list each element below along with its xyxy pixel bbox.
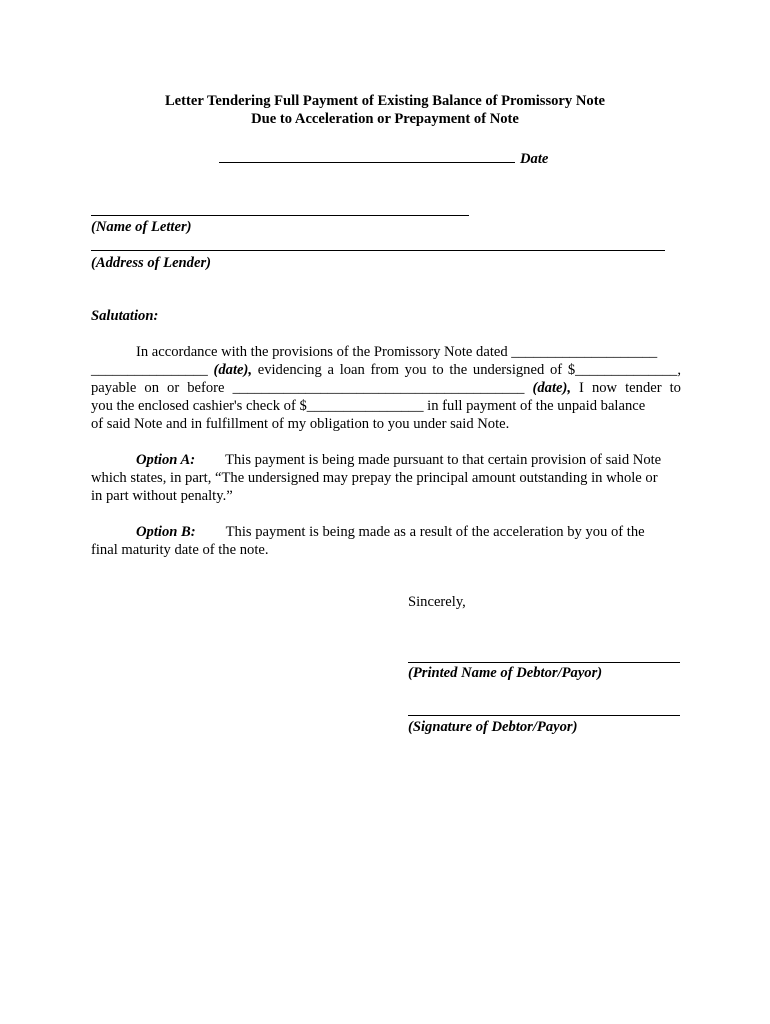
- lender-name-blank-line: [91, 215, 469, 216]
- signature-blank-line: [408, 715, 680, 716]
- paragraph-line: of said Note and in fulfillment of my obligation to you under said Note.: [91, 416, 510, 432]
- paragraph-line: ________________ (date), evidencing a loan from you to the undersigned of $______________,: [91, 362, 681, 378]
- paragraph-line: Option B: This payment is being made as a result of the acceleration by you of the: [136, 524, 645, 540]
- paragraph-line: final maturity date of the note.: [91, 542, 269, 558]
- document-title: [91, 92, 679, 128]
- title-line-1: Letter Tendering Full Payment of Existing Balance of Promissory Note: [164, 93, 606, 109]
- option-b-label: Option B:: [136, 524, 196, 540]
- printed-name-blank-line: [408, 662, 680, 663]
- paragraph-line: Option A: This payment is being made pursuant to that certain provision of said Note: [136, 452, 662, 468]
- printed-name-label: (Printed Name of Debtor/Payor): [408, 665, 603, 681]
- lender-name-label: (Name of Letter): [91, 219, 192, 235]
- paragraph-line: which states, in part, “The undersigned may prepay the principal amount outstanding in whole or: [91, 470, 658, 486]
- paragraph-line: payable on or before ________________________________________ (date), I now tender to: [91, 380, 681, 396]
- paragraph-line: In accordance with the provisions of the Promissory Note dated ____________________: [136, 344, 658, 360]
- date-label: Date: [520, 151, 549, 167]
- paragraph-line: in part without penalty.”: [91, 488, 233, 504]
- tender-paragraph: [91, 343, 681, 433]
- lender-address-label: (Address of Lender): [91, 255, 211, 271]
- date-blank-line: [219, 148, 515, 163]
- title-line-2: Due to Acceleration or Prepayment of Note: [251, 111, 519, 127]
- signature-label: (Signature of Debtor/Payor): [408, 719, 578, 735]
- lender-address-blank-line: [91, 250, 665, 251]
- option-a-label: Option A:: [136, 452, 196, 468]
- paragraph-line: you the enclosed cashier's check of $________________ in full payment of the unpaid balance: [91, 398, 646, 414]
- date-field: [219, 148, 548, 168]
- option-b-paragraph: [91, 523, 681, 559]
- letter-page: [91, 92, 681, 735]
- salutation: Salutation:: [91, 308, 159, 324]
- closing-sincerely: Sincerely,: [408, 594, 466, 610]
- option-a-paragraph: [91, 451, 681, 505]
